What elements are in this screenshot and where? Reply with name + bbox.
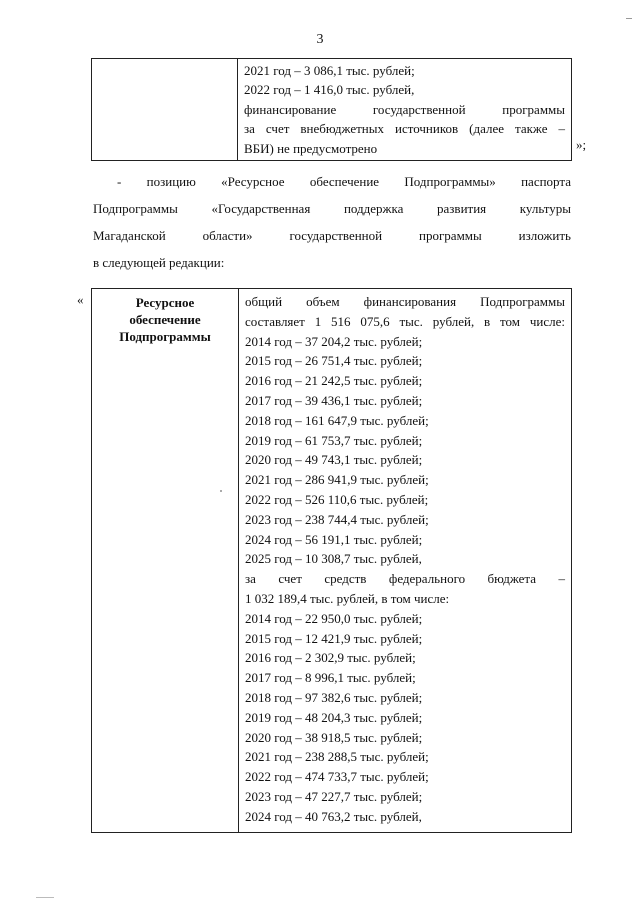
table-line: ВБИ) не предусмотрено [244, 140, 378, 156]
closing-quote: »; [576, 137, 587, 152]
table-line: 2023 год – 47 227,7 тыс. рублей; [245, 788, 423, 804]
table-line: за счет внебюджетных источников (далее также – [244, 121, 565, 137]
table-line: 2016 год – 21 242,5 тыс. рублей; [245, 373, 423, 389]
table-line: 2020 год – 49 743,1 тыс. рублей; [245, 452, 423, 468]
table-line: 2019 год – 61 753,7 тыс. рублей; [245, 432, 423, 448]
scan-mark [626, 18, 632, 19]
table-header-cell [92, 289, 239, 833]
paragraph-line: в следующей редакции: [93, 255, 225, 270]
table-line: финансирование государственной программы [244, 101, 565, 117]
table-line: 2017 год – 8 996,1 тыс. рублей; [245, 670, 416, 686]
resource-table-continued [91, 58, 572, 161]
resource-table-new [91, 288, 572, 833]
table-line: 2022 год – 526 110,6 тыс. рублей; [245, 491, 429, 507]
paragraph-line: Подпрограммы «Государственная поддержка развития культуры [93, 201, 571, 216]
paragraph-line: Магаданской области» государственной программы изложить [93, 228, 571, 243]
table-line: за счет средств федерального бюджета – [245, 571, 565, 587]
table-line: 2021 год – 3 086,1 тыс. рублей; [244, 63, 415, 78]
table-line: 2016 год – 2 302,9 тыс. рублей; [245, 650, 416, 666]
table-line: 2018 год – 97 382,6 тыс. рублей; [245, 689, 423, 705]
table-line: 2022 год – 1 416,0 тыс. рублей, [244, 82, 415, 98]
table-line: 2022 год – 474 733,7 тыс. рублей; [245, 769, 429, 785]
table-line: 2014 год – 37 204,2 тыс. рублей; [245, 333, 423, 349]
table-cell-values [238, 59, 572, 161]
table-line: 2024 год – 40 763,2 тыс. рублей, [245, 808, 422, 824]
table-line: 2017 год – 39 436,1 тыс. рублей; [245, 392, 423, 408]
amendment-paragraph [93, 168, 571, 276]
table-line: 2021 год – 286 941,9 тыс. рублей; [245, 472, 429, 488]
table-line: 1 032 189,4 тыс. рублей, в том числе: [245, 590, 450, 606]
table-cell-values [239, 289, 572, 833]
page-number: 3 [316, 32, 324, 47]
table-line: 2019 год – 48 204,3 тыс. рублей; [245, 709, 423, 725]
header-line: Ресурсное [135, 295, 195, 310]
header-line: обеспечение [129, 312, 201, 327]
scan-mark [220, 490, 222, 492]
table-line: 2021 год – 238 288,5 тыс. рублей; [245, 749, 429, 765]
table-line: составляет 1 516 075,6 тыс. рублей, в том числе: [245, 313, 565, 329]
table-line: 2015 год – 12 421,9 тыс. рублей; [245, 630, 423, 646]
header-line: Подпрограммы [119, 329, 211, 344]
table-line: 2023 год – 238 744,4 тыс. рублей; [245, 511, 429, 527]
table-line: 2024 год – 56 191,1 тыс. рублей; [245, 531, 423, 547]
table-line: 2020 год – 38 918,5 тыс. рублей; [245, 729, 423, 745]
table-line: общий объем финансирования Подпрограммы [245, 294, 565, 309]
paragraph-line: - позицию «Ресурсное обеспечение Подпрограммы» паспорта [117, 174, 571, 189]
opening-quote: « [77, 292, 84, 307]
table-line: 2015 год – 26 751,4 тыс. рублей; [245, 353, 423, 369]
table-line: 2014 год – 22 950,0 тыс. рублей; [245, 610, 423, 626]
table-cell-empty [92, 59, 238, 161]
table-line: 2025 год – 10 308,7 тыс. рублей, [245, 551, 422, 567]
table-line: 2018 год – 161 647,9 тыс. рублей; [245, 412, 429, 428]
scan-mark [36, 897, 54, 898]
